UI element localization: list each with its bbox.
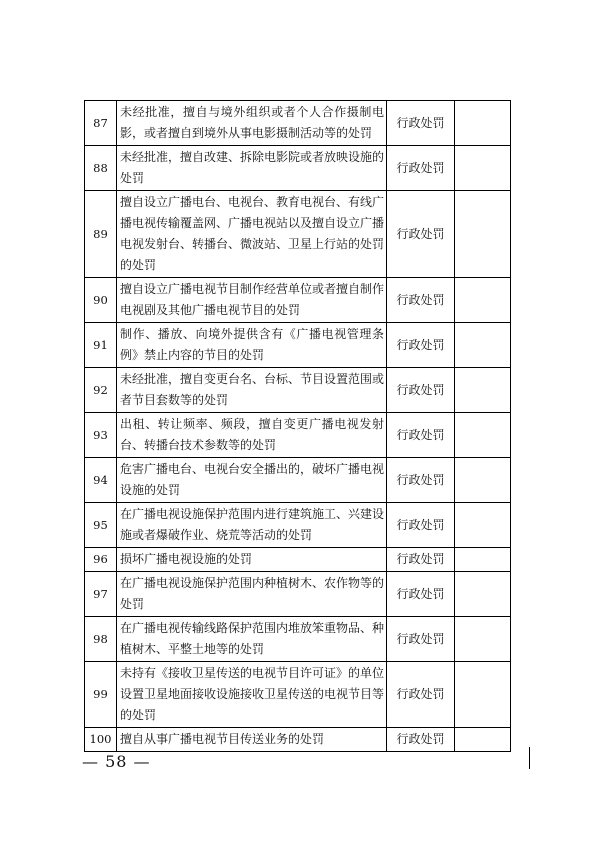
- row-remarks: [455, 191, 511, 278]
- row-description: 在广播电视设施保护范围内种植树木、农作物等的处罚: [117, 572, 387, 617]
- row-number: 87: [85, 101, 117, 146]
- row-type: 行政处罚: [387, 572, 455, 617]
- row-description: 未经批准，擅自变更台名、台标、节目设置范围或者节目套数等的处罚: [117, 368, 387, 413]
- row-description: 制作、播放、向境外提供含有《广播电视管理条例》禁止内容的节目的处罚: [117, 323, 387, 368]
- row-description: 擅自从事广播电视节目传送业务的处罚: [117, 728, 387, 752]
- row-number: 95: [85, 503, 117, 548]
- row-number: 93: [85, 413, 117, 458]
- row-remarks: [455, 323, 511, 368]
- row-number: 88: [85, 146, 117, 191]
- row-description: 擅自设立广播电台、电视台、教育电视台、有线广播电视传输覆盖网、广播电视站以及擅自设立广播电视发射台、转播台、微波站、卫星上行站的处罚的处罚: [117, 191, 387, 278]
- table-row: [85, 146, 511, 191]
- row-type: 行政处罚: [387, 368, 455, 413]
- row-number: 99: [85, 662, 117, 728]
- row-description: 出租、转让频率、频段，擅自变更广播电视发射台、转播台技术参数等的处罚: [117, 413, 387, 458]
- row-type: 行政处罚: [387, 323, 455, 368]
- row-description: 擅自设立广播电视节目制作经营单位或者擅自制作电视剧及其他广播电视节目的处罚: [117, 278, 387, 323]
- row-type: 行政处罚: [387, 191, 455, 278]
- items-table: [84, 100, 511, 752]
- row-remarks: [455, 413, 511, 458]
- row-type: 行政处罚: [387, 458, 455, 503]
- table-row: [85, 191, 511, 278]
- row-type: 行政处罚: [387, 146, 455, 191]
- row-description: 在广播电视传输线路保护范围内堆放笨重物品、种植树木、平整土地等的处罚: [117, 617, 387, 662]
- row-remarks: [455, 548, 511, 572]
- items-table-body: [85, 101, 511, 752]
- row-type: 行政处罚: [387, 662, 455, 728]
- row-number: 97: [85, 572, 117, 617]
- row-number: 100: [85, 728, 117, 752]
- table-row: [85, 662, 511, 728]
- row-type: 行政处罚: [387, 413, 455, 458]
- table-row: [85, 548, 511, 572]
- row-number: 89: [85, 191, 117, 278]
- row-type: 行政处罚: [387, 728, 455, 752]
- row-description: 在广播电视设施保护范围内进行建筑施工、兴建设施或者爆破作业、烧荒等活动的处罚: [117, 503, 387, 548]
- row-number: 91: [85, 323, 117, 368]
- row-remarks: [455, 368, 511, 413]
- row-remarks: [455, 572, 511, 617]
- table-row: [85, 728, 511, 752]
- row-remarks: [455, 617, 511, 662]
- page-number: — 58 —: [82, 752, 151, 771]
- row-number: 98: [85, 617, 117, 662]
- row-type: 行政处罚: [387, 617, 455, 662]
- row-remarks: [455, 458, 511, 503]
- row-type: 行政处罚: [387, 278, 455, 323]
- table-row: [85, 458, 511, 503]
- table-row: [85, 503, 511, 548]
- row-number: 94: [85, 458, 117, 503]
- row-description: 未持有《接收卫星传送的电视节目许可证》的单位设置卫星地面接收设施接收卫星传送的电视节目等的处罚: [117, 662, 387, 728]
- table-row: [85, 101, 511, 146]
- row-description: 损坏广播电视设施的处罚: [117, 548, 387, 572]
- row-description: 未经批准，擅自改建、拆除电影院或者放映设施的处罚: [117, 146, 387, 191]
- row-remarks: [455, 662, 511, 728]
- table-row: [85, 368, 511, 413]
- row-number: 92: [85, 368, 117, 413]
- row-description: 未经批准，擅自与境外组织或者个人合作摄制电影，或者擅自到境外从事电影摄制活动等的处罚: [117, 101, 387, 146]
- table-row: [85, 323, 511, 368]
- row-number: 96: [85, 548, 117, 572]
- row-type: 行政处罚: [387, 101, 455, 146]
- margin-line: [529, 747, 530, 769]
- row-type: 行政处罚: [387, 548, 455, 572]
- row-number: 90: [85, 278, 117, 323]
- row-type: 行政处罚: [387, 503, 455, 548]
- row-remarks: [455, 503, 511, 548]
- table-row: [85, 413, 511, 458]
- table-row: [85, 572, 511, 617]
- row-remarks: [455, 101, 511, 146]
- table-row: [85, 617, 511, 662]
- row-remarks: [455, 146, 511, 191]
- row-remarks: [455, 278, 511, 323]
- row-remarks: [455, 728, 511, 752]
- row-description: 危害广播电台、电视台安全播出的，破坏广播电视设施的处罚: [117, 458, 387, 503]
- table-row: [85, 278, 511, 323]
